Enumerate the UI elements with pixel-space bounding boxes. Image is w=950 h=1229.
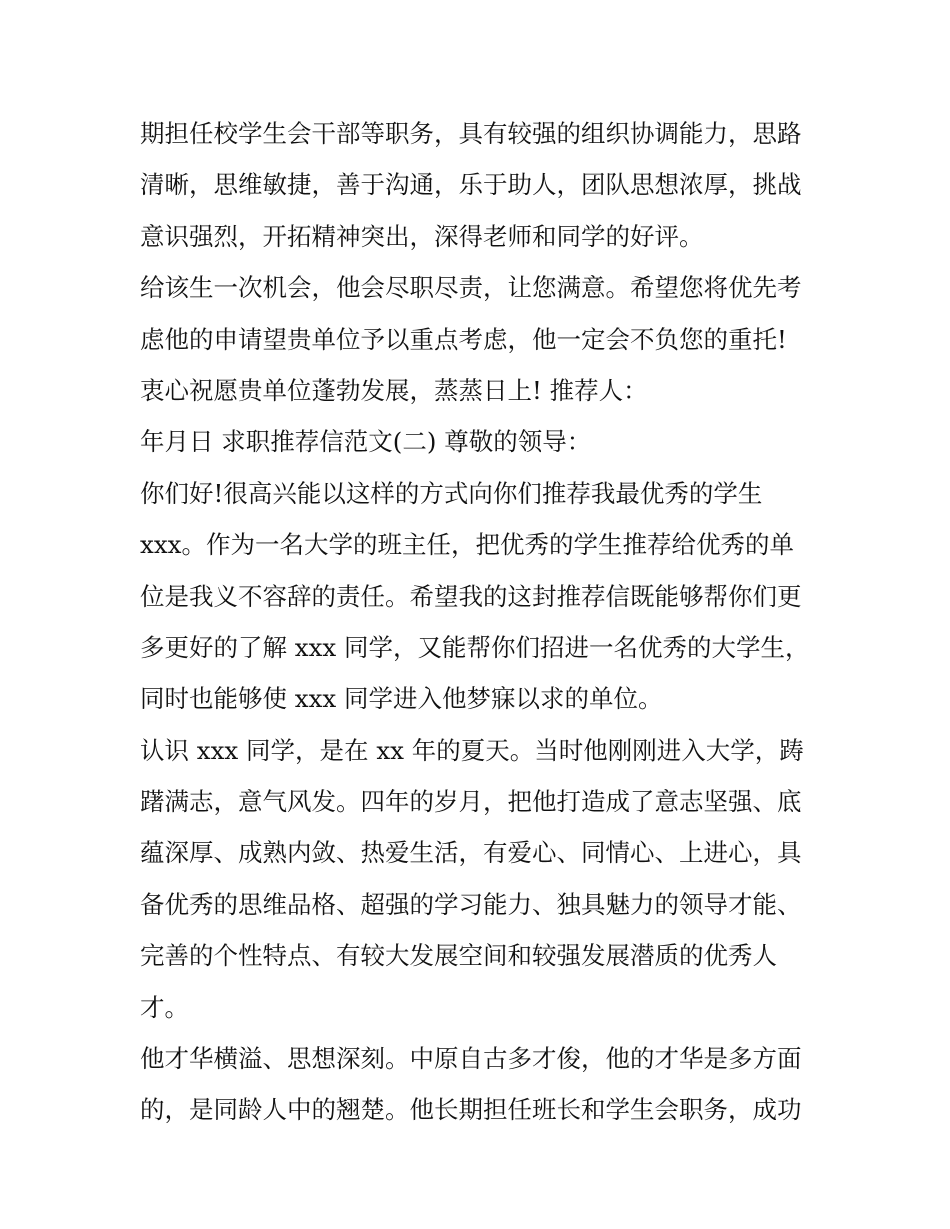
- text-line: 躇满志，意气风发。四年的岁月，把他打造成了意志坚强、底: [140, 787, 802, 817]
- document-body: [140, 108, 820, 1136]
- text-line: 完善的个性特点、有较大发展空间和较强发展潜质的优秀人: [140, 941, 777, 971]
- text-line: 清晰，思维敏捷，善于沟通，乐于助人，团队思想浓厚，挑战: [140, 170, 802, 200]
- text-line: 期担任校学生会干部等职务，具有较强的组织协调能力，思路: [140, 119, 802, 148]
- text-line: 同时也能够使 xxx 同学进入他梦寐以求的单位。: [140, 684, 663, 714]
- text-line: 他才华横溢、思想深刻。中原自古多才俊，他的才华是多方面: [140, 1044, 802, 1074]
- text-line: 认识 xxx 同学，是在 xx 年的夏天。当时他刚刚进入大学，踌: [140, 735, 804, 765]
- text-line: 位是我义不容辞的责任。希望我的这封推荐信既能够帮你们更: [140, 581, 802, 611]
- text-line: 多更好的了解 xxx 同学，又能帮你们招进一名优秀的大学生，: [140, 632, 810, 662]
- text-line: 意识强烈，开拓精神突出，深得老师和同学的好评。: [140, 221, 704, 251]
- text-line: 你们好!很高兴能以这样的方式向你们推荐我最优秀的学生: [140, 478, 763, 508]
- text-line: 备优秀的思维品格、超强的学习能力、独具魅力的领导才能、: [140, 889, 802, 919]
- text-line: 才。: [140, 992, 189, 1022]
- text-line: xxx。作为一名大学的班主任，把优秀的学生推荐给优秀的单: [140, 530, 794, 560]
- text-line: 的，是同龄人中的翘楚。他长期担任班长和学生会职务，成功: [140, 1095, 802, 1125]
- text-line: 蕴深厚、成熟内敛、热爱生活，有爱心、同情心、上进心，具: [140, 838, 802, 868]
- text-line: 年月日 求职推荐信范文(二) 尊敬的领导：: [140, 427, 592, 457]
- text-line: 给该生一次机会，他会尽职尽责，让您满意。希望您将优先考: [140, 273, 802, 303]
- text-line: 虑他的申请望贵单位予以重点考虑，他一定会不负您的重托!: [140, 324, 787, 354]
- text-line: 衷心祝愿贵单位蓬勃发展，蒸蒸日上! 推荐人：: [140, 375, 648, 405]
